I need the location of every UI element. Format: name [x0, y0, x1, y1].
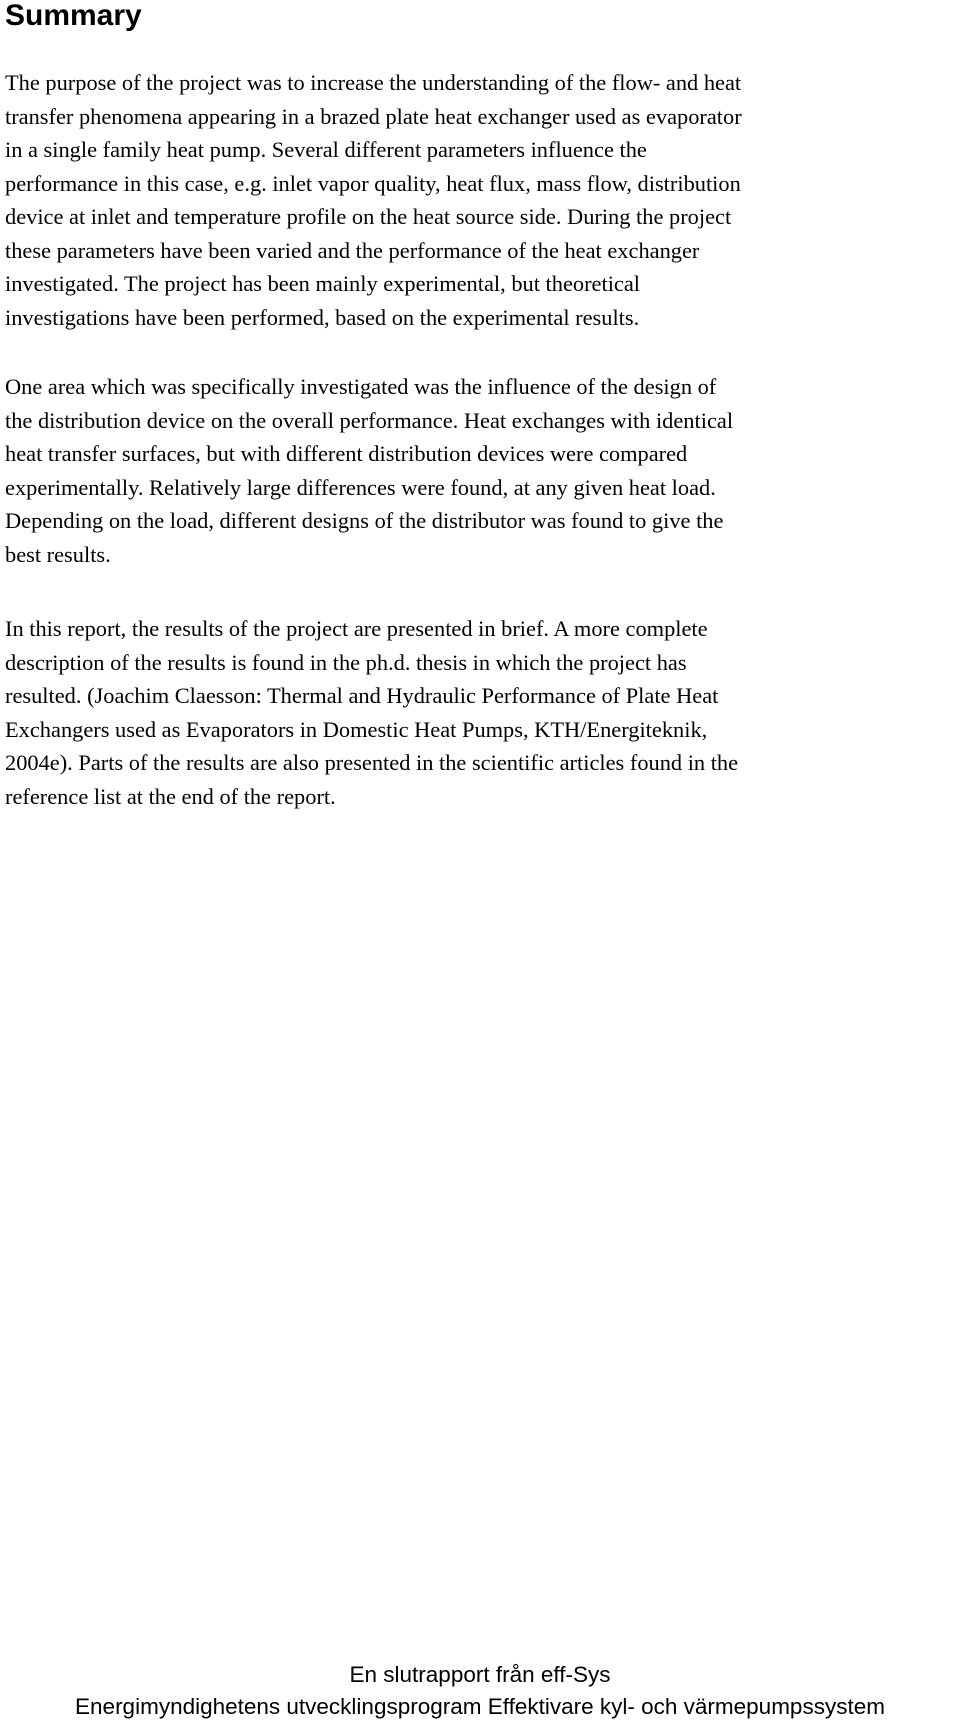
paragraph-purpose: [5, 66, 950, 334]
footer-program-name: Energimyndighetens utvecklingsprogram Effektivare kyl- och värmepumpssystem: [75, 1694, 885, 1719]
paragraph-line: reference list at the end of the report.: [5, 783, 336, 809]
paragraph-line: In this report, the results of the project are presented in brief. A more complete: [5, 616, 708, 641]
paragraph-report-scope: [5, 612, 950, 813]
summary-heading: Summary: [5, 0, 142, 32]
paragraph-line: heat transfer surfaces, but with different distribution devices were compared: [5, 441, 688, 466]
paragraph-line: experimentally. Relatively large differences were found, at any given heat load.: [5, 474, 716, 500]
paragraph-line: One area which was specifically investigated was the influence of the design of: [5, 374, 717, 399]
paragraph-line: in a single family heat pump. Several different parameters influence the: [5, 137, 647, 162]
paragraph-line: investigated. The project has been mainly experimental, but theoretical: [5, 271, 641, 296]
paragraph-line: Depending on the load, different designs of the distributor was found to give the: [5, 508, 724, 533]
paragraph-line: performance in this case, e.g. inlet vapor quality, heat flux, mass flow, distribution: [5, 170, 741, 196]
paragraph-distribution-device: [5, 370, 950, 571]
paragraph-line: the distribution device on the overall performance. Heat exchanges with identical: [5, 407, 734, 433]
paragraph-line: best results.: [5, 541, 111, 567]
footer-report-title: En slutrapport från eff-Sys: [349, 1662, 611, 1687]
paragraph-line: Exchangers used as Evaporators in Domestic Heat Pumps, KTH/Energiteknik,: [5, 716, 708, 742]
paragraph-line: resulted. (Joachim Claesson: Thermal and Hydraulic Performance of Plate Heat: [5, 683, 719, 708]
paragraph-line: 2004e). Parts of the results are also presented in the scientific articles found in the: [5, 750, 739, 775]
paragraph-line: description of the results is found in the ph.d. thesis in which the project has: [5, 649, 687, 675]
paragraph-line: transfer phenomena appearing in a brazed plate heat exchanger used as evaporator: [5, 103, 742, 129]
paragraph-line: investigations have been performed, based on the experimental results.: [5, 304, 640, 330]
paragraph-line: these parameters have been varied and the performance of the heat exchanger: [5, 237, 700, 263]
paragraph-line: device at inlet and temperature profile on the heat source side. During the project: [5, 204, 732, 229]
paragraph-line: The purpose of the project was to increase the understanding of the flow- and heat: [5, 70, 742, 95]
